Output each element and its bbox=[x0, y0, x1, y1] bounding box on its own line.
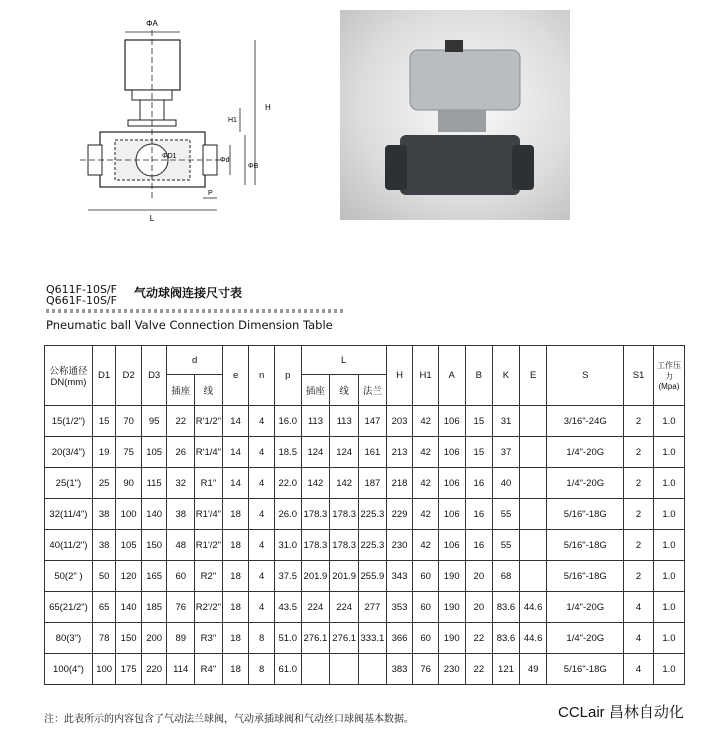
cell-E bbox=[519, 561, 547, 592]
cell-S: 5/16"-18G bbox=[547, 530, 624, 561]
cell-P: 1.0 bbox=[653, 530, 684, 561]
cell-L1: 276.1 bbox=[301, 623, 330, 654]
dim-label-phid: Φd bbox=[220, 157, 230, 164]
cell-D1: 78 bbox=[92, 623, 115, 654]
cell-H1: 42 bbox=[413, 530, 439, 561]
cell-D2: 140 bbox=[116, 592, 142, 623]
table-heading bbox=[46, 283, 243, 307]
header-H: H bbox=[386, 346, 413, 406]
cell-P: 1.0 bbox=[653, 654, 684, 685]
cell-dn: 32(11/4") bbox=[45, 499, 93, 530]
cell-A: 190 bbox=[438, 561, 465, 592]
cell-n: 4 bbox=[249, 592, 275, 623]
cell-L1: 224 bbox=[301, 592, 330, 623]
cell-L1: 124 bbox=[301, 437, 330, 468]
cell-E bbox=[519, 530, 547, 561]
cell-dn: 65(21/2") bbox=[45, 592, 93, 623]
cell-n: 4 bbox=[249, 468, 275, 499]
cell-e: 14 bbox=[222, 406, 249, 437]
header-d: d bbox=[167, 346, 222, 375]
cell-E: 44.6 bbox=[519, 592, 547, 623]
cell-d1: 76 bbox=[167, 592, 195, 623]
cell-H: 218 bbox=[386, 468, 413, 499]
cell-D2: 175 bbox=[116, 654, 142, 685]
dimension-table bbox=[44, 345, 685, 685]
cell-S: 1/4"-20G bbox=[547, 623, 624, 654]
cell-d1: 38 bbox=[167, 499, 195, 530]
cell-e: 14 bbox=[222, 468, 249, 499]
header-dn: 公称通径 DN(mm) bbox=[45, 346, 93, 406]
cell-d2: R4" bbox=[195, 654, 223, 685]
cell-L1: 178.3 bbox=[301, 499, 330, 530]
header-D2: D2 bbox=[116, 346, 142, 406]
header-n: n bbox=[249, 346, 275, 406]
header-H1: H1 bbox=[413, 346, 439, 406]
cell-L2: 201.9 bbox=[330, 561, 359, 592]
cell-B: 16 bbox=[465, 499, 493, 530]
cell-n: 4 bbox=[249, 530, 275, 561]
cell-S: 1/4"-20G bbox=[547, 437, 624, 468]
cell-S1: 2 bbox=[624, 406, 654, 437]
cell-D3: 150 bbox=[141, 530, 167, 561]
cell-H1: 42 bbox=[413, 499, 439, 530]
cell-H: 383 bbox=[386, 654, 413, 685]
cell-e: 14 bbox=[222, 437, 249, 468]
cell-D2: 150 bbox=[116, 623, 142, 654]
cell-D1: 38 bbox=[92, 499, 115, 530]
cell-S1: 4 bbox=[624, 623, 654, 654]
cell-S1: 2 bbox=[624, 468, 654, 499]
cell-H: 213 bbox=[386, 437, 413, 468]
dim-label-phiA: ΦA bbox=[146, 19, 158, 28]
model-code-2: Q661F-10S/F bbox=[46, 294, 117, 307]
cell-d2: R'1/4" bbox=[195, 437, 223, 468]
cell-e: 18 bbox=[222, 561, 249, 592]
cell-B: 16 bbox=[465, 530, 493, 561]
table-row bbox=[45, 499, 685, 530]
decorative-divider bbox=[46, 309, 346, 313]
cell-D1: 19 bbox=[92, 437, 115, 468]
cell-n: 8 bbox=[249, 623, 275, 654]
cell-H1: 42 bbox=[413, 437, 439, 468]
header-K: K bbox=[493, 346, 520, 406]
cell-D3: 105 bbox=[141, 437, 167, 468]
cell-L3: 187 bbox=[359, 468, 387, 499]
cell-K: 68 bbox=[493, 561, 520, 592]
cell-L3: 161 bbox=[359, 437, 387, 468]
cell-D3: 140 bbox=[141, 499, 167, 530]
table-header-row-1 bbox=[45, 346, 685, 375]
cell-E: 44.6 bbox=[519, 623, 547, 654]
cell-K: 40 bbox=[493, 468, 520, 499]
cell-dn: 80(3") bbox=[45, 623, 93, 654]
cell-S1: 2 bbox=[624, 561, 654, 592]
cell-L1: 113 bbox=[301, 406, 330, 437]
header-L-socket: 插座 bbox=[301, 375, 330, 406]
cell-D3: 220 bbox=[141, 654, 167, 685]
dim-label-phiD1: ΦD1 bbox=[162, 153, 177, 160]
header-L-flange: 法兰 bbox=[359, 375, 387, 406]
cell-D1: 50 bbox=[92, 561, 115, 592]
dim-label-phiB: ΦB bbox=[248, 163, 259, 170]
cell-dn: 40(11/2") bbox=[45, 530, 93, 561]
cell-A: 230 bbox=[438, 654, 465, 685]
cell-H1: 42 bbox=[413, 468, 439, 499]
cell-L2: 178.3 bbox=[330, 530, 359, 561]
cell-e: 18 bbox=[222, 499, 249, 530]
cell-n: 4 bbox=[249, 406, 275, 437]
cell-K: 37 bbox=[493, 437, 520, 468]
cell-L3: 277 bbox=[359, 592, 387, 623]
cell-d2: R1'/2" bbox=[195, 530, 223, 561]
cell-H1: 60 bbox=[413, 623, 439, 654]
cell-P: 1.0 bbox=[653, 623, 684, 654]
cell-n: 4 bbox=[249, 499, 275, 530]
cell-H: 343 bbox=[386, 561, 413, 592]
cell-L3: 333.1 bbox=[359, 623, 387, 654]
cell-dn: 15(1/2") bbox=[45, 406, 93, 437]
cell-K: 83.6 bbox=[493, 592, 520, 623]
cell-E bbox=[519, 406, 547, 437]
cell-H: 203 bbox=[386, 406, 413, 437]
cell-P: 1.0 bbox=[653, 406, 684, 437]
cell-H1: 60 bbox=[413, 561, 439, 592]
cell-H1: 76 bbox=[413, 654, 439, 685]
cell-d2: R1" bbox=[195, 468, 223, 499]
table-row bbox=[45, 623, 685, 654]
cell-d2: R1'/4" bbox=[195, 499, 223, 530]
table-row bbox=[45, 654, 685, 685]
cell-L2: 124 bbox=[330, 437, 359, 468]
header-A: A bbox=[438, 346, 465, 406]
cell-p: 31.0 bbox=[274, 530, 301, 561]
cell-P: 1.0 bbox=[653, 468, 684, 499]
table-title-en: Pneumatic ball Valve Connection Dimension Table bbox=[46, 318, 333, 332]
cell-P: 1.0 bbox=[653, 499, 684, 530]
cell-L3 bbox=[359, 654, 387, 685]
cell-dn: 50(2" ) bbox=[45, 561, 93, 592]
cell-p: 26.0 bbox=[274, 499, 301, 530]
cell-S: 5/16"-18G bbox=[547, 654, 624, 685]
cell-p: 37.5 bbox=[274, 561, 301, 592]
cell-S1: 4 bbox=[624, 592, 654, 623]
cell-d1: 32 bbox=[167, 468, 195, 499]
cell-d2: R2'/2" bbox=[195, 592, 223, 623]
header-d-socket: 插座 bbox=[167, 375, 195, 406]
cell-D2: 90 bbox=[116, 468, 142, 499]
cell-D2: 120 bbox=[116, 561, 142, 592]
cell-L1 bbox=[301, 654, 330, 685]
cell-p: 16.0 bbox=[274, 406, 301, 437]
cell-L3: 225.3 bbox=[359, 499, 387, 530]
header-p: p bbox=[274, 346, 301, 406]
cell-d1: 89 bbox=[167, 623, 195, 654]
cell-B: 15 bbox=[465, 406, 493, 437]
cell-d2: R2" bbox=[195, 561, 223, 592]
cell-P: 1.0 bbox=[653, 592, 684, 623]
cell-S1: 2 bbox=[624, 499, 654, 530]
cell-D3: 185 bbox=[141, 592, 167, 623]
cell-L2 bbox=[330, 654, 359, 685]
table-row bbox=[45, 561, 685, 592]
table-row bbox=[45, 468, 685, 499]
cell-dn: 20(3/4") bbox=[45, 437, 93, 468]
cell-B: 22 bbox=[465, 654, 493, 685]
cell-L2: 178.3 bbox=[330, 499, 359, 530]
cell-E: 49 bbox=[519, 654, 547, 685]
cell-D1: 25 bbox=[92, 468, 115, 499]
cell-B: 15 bbox=[465, 437, 493, 468]
cell-H1: 60 bbox=[413, 592, 439, 623]
cell-H: 230 bbox=[386, 530, 413, 561]
cell-B: 16 bbox=[465, 468, 493, 499]
cell-E bbox=[519, 437, 547, 468]
table-row bbox=[45, 530, 685, 561]
cell-P: 1.0 bbox=[653, 437, 684, 468]
cell-n: 8 bbox=[249, 654, 275, 685]
cell-D3: 95 bbox=[141, 406, 167, 437]
cell-K: 121 bbox=[493, 654, 520, 685]
cell-L3: 255.9 bbox=[359, 561, 387, 592]
cell-L3: 225.3 bbox=[359, 530, 387, 561]
table-row bbox=[45, 437, 685, 468]
valve-technical-drawing bbox=[40, 10, 285, 225]
cell-D1: 65 bbox=[92, 592, 115, 623]
cell-L2: 224 bbox=[330, 592, 359, 623]
cell-S1: 4 bbox=[624, 654, 654, 685]
cell-A: 106 bbox=[438, 406, 465, 437]
dim-label-H: H bbox=[265, 103, 271, 112]
dim-label-P: P bbox=[208, 190, 213, 197]
cell-L2: 142 bbox=[330, 468, 359, 499]
cell-D3: 165 bbox=[141, 561, 167, 592]
cell-L1: 201.9 bbox=[301, 561, 330, 592]
cell-n: 4 bbox=[249, 437, 275, 468]
cell-A: 190 bbox=[438, 623, 465, 654]
dim-label-H1: H1 bbox=[228, 117, 237, 124]
cell-e: 18 bbox=[222, 623, 249, 654]
cell-D2: 105 bbox=[116, 530, 142, 561]
brand-label: CCLair 昌林自动化 bbox=[558, 704, 684, 721]
header-d-thread: 线 bbox=[195, 375, 223, 406]
cell-H: 229 bbox=[386, 499, 413, 530]
cell-e: 18 bbox=[222, 654, 249, 685]
cell-D1: 100 bbox=[92, 654, 115, 685]
cell-E bbox=[519, 499, 547, 530]
cell-p: 61.0 bbox=[274, 654, 301, 685]
cell-p: 43.5 bbox=[274, 592, 301, 623]
cell-B: 20 bbox=[465, 561, 493, 592]
cell-H: 353 bbox=[386, 592, 413, 623]
table-row bbox=[45, 406, 685, 437]
cell-B: 20 bbox=[465, 592, 493, 623]
cell-L2: 113 bbox=[330, 406, 359, 437]
cell-S: 1/4"-20G bbox=[547, 468, 624, 499]
cell-e: 18 bbox=[222, 592, 249, 623]
cell-A: 106 bbox=[438, 530, 465, 561]
cell-S: 5/16"-18G bbox=[547, 499, 624, 530]
cell-d1: 26 bbox=[167, 437, 195, 468]
model-code-1: Q611F-10S/F bbox=[46, 283, 117, 296]
cell-A: 106 bbox=[438, 437, 465, 468]
cell-d1: 22 bbox=[167, 406, 195, 437]
cell-D2: 70 bbox=[116, 406, 142, 437]
table-row bbox=[45, 592, 685, 623]
cell-P: 1.0 bbox=[653, 561, 684, 592]
cell-D1: 38 bbox=[92, 530, 115, 561]
cell-S: 5/16"-18G bbox=[547, 561, 624, 592]
cell-S1: 2 bbox=[624, 437, 654, 468]
cell-d2: R3" bbox=[195, 623, 223, 654]
cell-p: 51.0 bbox=[274, 623, 301, 654]
header-S1: S1 bbox=[624, 346, 654, 406]
header-pressure: 工作压力 (Mpa) bbox=[653, 346, 684, 406]
cell-K: 83.6 bbox=[493, 623, 520, 654]
table-title-zh: 气动球阀连接尺寸表 bbox=[134, 286, 243, 300]
cell-p: 18.5 bbox=[274, 437, 301, 468]
header-S: S bbox=[547, 346, 624, 406]
dim-label-L: L bbox=[149, 214, 155, 223]
cell-d1: 60 bbox=[167, 561, 195, 592]
cell-K: 55 bbox=[493, 530, 520, 561]
cell-d1: 114 bbox=[167, 654, 195, 685]
cell-A: 106 bbox=[438, 499, 465, 530]
cell-S: 3/16"-24G bbox=[547, 406, 624, 437]
cell-B: 22 bbox=[465, 623, 493, 654]
header-D3: D3 bbox=[141, 346, 167, 406]
cell-d2: R'1/2" bbox=[195, 406, 223, 437]
header-B: B bbox=[465, 346, 493, 406]
cell-n: 4 bbox=[249, 561, 275, 592]
valve-product-photo bbox=[340, 10, 570, 220]
cell-D2: 100 bbox=[116, 499, 142, 530]
header-D1: D1 bbox=[92, 346, 115, 406]
cell-L2: 276.1 bbox=[330, 623, 359, 654]
header-L-thread: 线 bbox=[330, 375, 359, 406]
cell-S1: 2 bbox=[624, 530, 654, 561]
cell-d1: 48 bbox=[167, 530, 195, 561]
cell-dn: 25(1") bbox=[45, 468, 93, 499]
cell-D2: 75 bbox=[116, 437, 142, 468]
cell-p: 22.0 bbox=[274, 468, 301, 499]
cell-D3: 200 bbox=[141, 623, 167, 654]
cell-L1: 178.3 bbox=[301, 530, 330, 561]
cell-S: 1/4"-20G bbox=[547, 592, 624, 623]
header-e: e bbox=[222, 346, 249, 406]
cell-e: 18 bbox=[222, 530, 249, 561]
cell-L3: 147 bbox=[359, 406, 387, 437]
cell-H1: 42 bbox=[413, 406, 439, 437]
cell-D1: 15 bbox=[92, 406, 115, 437]
cell-A: 106 bbox=[438, 468, 465, 499]
header-E: E bbox=[519, 346, 547, 406]
cell-E bbox=[519, 468, 547, 499]
cell-dn: 100(4") bbox=[45, 654, 93, 685]
cell-K: 55 bbox=[493, 499, 520, 530]
cell-K: 31 bbox=[493, 406, 520, 437]
footnote: 注：此表所示的内容包含了气动法兰球阀，气动承插球阀和气动丝口球阀基本数据。 bbox=[44, 714, 414, 725]
cell-L1: 142 bbox=[301, 468, 330, 499]
cell-H: 366 bbox=[386, 623, 413, 654]
header-L: L bbox=[301, 346, 386, 375]
cell-A: 190 bbox=[438, 592, 465, 623]
cell-D3: 115 bbox=[141, 468, 167, 499]
